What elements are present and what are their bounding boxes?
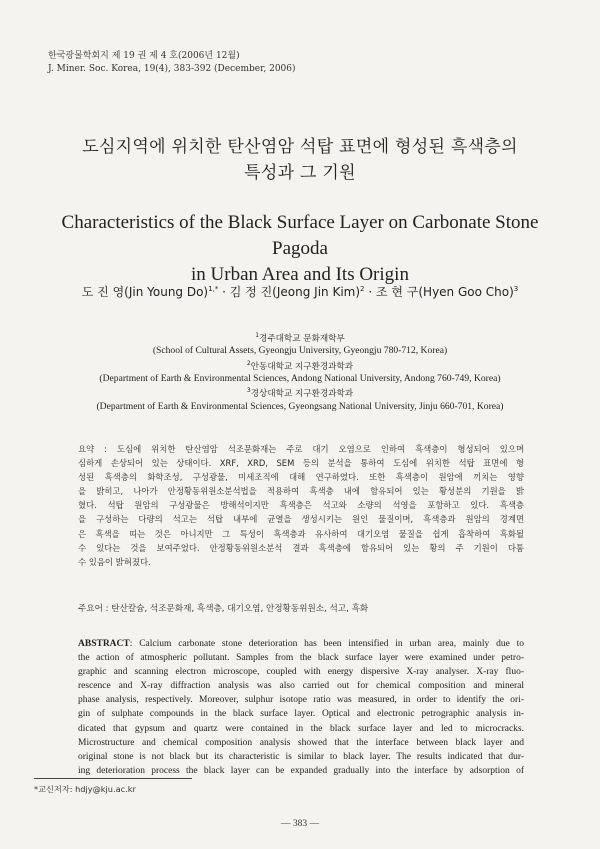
- author-3-mark: 3: [513, 285, 519, 293]
- korean-title-line-2: 특성과 그 기원: [244, 163, 356, 183]
- footnote-divider: [34, 778, 192, 779]
- affiliation-2-korean-text: 안동대학교 지구환경과학과: [250, 361, 354, 372]
- corresponding-author-footnote: *교신저자: hdjy@kju.ac.kr: [34, 784, 136, 794]
- affiliation-1-english: (School of Cultural Assets, Gyeongju University, Gyeongju 780-712, Korea): [152, 345, 448, 357]
- english-abstract-line: the action of atmospheric pollutant. Samples from the black surface layer were examined under petro-: [78, 653, 524, 664]
- abstract-label: ABSTRACT: [78, 639, 130, 649]
- korean-abstract-line: 을 구성하는 다량의 석고는 석탑 내부에 균열을 생성시키는 원인 물질이며, 흑색층과 원암의 경계면: [78, 514, 524, 525]
- korean-abstract-line: 을 밝히고, 나아가 안정황동위원소분석법을 적용하여 흑색층 내에 함유되어 있는 황성분의 기원을 밝: [78, 486, 524, 497]
- english-abstract-line: original stone is not black but its characteristic is similar to black layer. The results indicated that dur-: [78, 751, 524, 762]
- english-abstract: [78, 637, 524, 778]
- affiliations: [30, 330, 570, 413]
- english-abstract-line: gin of sulphate compounds in the black surface layer. Optical and electronic petrographic analysis in-: [78, 709, 524, 720]
- journal-line-english: J. Miner. Soc. Korea, 19(4), 383-392 (December, 2006): [48, 64, 296, 74]
- korean-title: [40, 134, 560, 186]
- korean-abstract-line: 심하게 손상되어 있는 상태이다. XRF, XRD, SEM 등의 분석을 통하여 도심에 위치한 석탑 표면에 형: [78, 458, 524, 469]
- affiliation-3-korean-text: 경상대학교 지구환경과학과: [250, 389, 354, 400]
- korean-abstract-line: 혔다. 석탑 원암의 구성광물은 방해석이지만 흑색층은 석고와 소량의 석영을 포함하고 있다. 흑색층: [78, 500, 524, 511]
- korean-title-line-1: 도심지역에 위치한 탄산염암 석탑 표면에 형성된 흑색층의: [82, 137, 518, 157]
- author-1-mark: 1,*: [208, 285, 219, 293]
- korean-abstract: [78, 442, 524, 569]
- english-title-line-1: Characteristics of the Black Surface Layer on Carbonate Stone Pagoda: [61, 212, 539, 259]
- affiliation-2-english: (Department of Earth & Environmental Sciences, Andong National University, Andong 760-749, Korea): [99, 372, 501, 384]
- affiliation-3-korean: [30, 385, 570, 400]
- english-title: [40, 210, 560, 288]
- korean-abstract-line: 수 있음이 밝혀졌다.: [78, 556, 151, 567]
- affiliation-3-english: (Department of Earth & Environmental Sciences, Gyeongsang National University, Jinju 660-701, Korea): [96, 400, 504, 412]
- author-separator: ·: [218, 285, 230, 299]
- affiliation-3-mark: 3: [246, 387, 251, 395]
- author-list: [40, 281, 560, 300]
- english-title-line-2: in Urban Area and Its Origin: [191, 264, 409, 285]
- affiliation-1-korean-text: 경주대학교 문화재학부: [259, 333, 345, 344]
- affiliation-2-mark: 2: [246, 359, 251, 367]
- affiliation-1-korean: [30, 330, 570, 345]
- author-2-mark: 2: [360, 285, 365, 293]
- author-3: 조 현 구(Hyen Goo Cho): [375, 285, 514, 299]
- page-number: — 383 —: [281, 819, 319, 829]
- english-abstract-line: rescence and X-ray diffraction analysis was also carried out for chemical composition and mineral: [78, 681, 524, 692]
- author-separator: ·: [364, 285, 376, 299]
- affiliation-2-korean: [30, 358, 570, 373]
- affiliation-1-mark: 1: [255, 332, 260, 339]
- author-1: 도 진 영(Jin Young Do): [81, 285, 209, 299]
- author-2: 김 정 진(Jeong Jin Kim): [229, 285, 361, 299]
- korean-abstract-line: 요약 : 도심에 위치한 탄산염암 석조문화재는 주로 대기 오염으로 인하여 흑색층이 형성되어 있으며: [78, 444, 524, 454]
- journal-line-korean: 한국광물학회지 제 19 권 제 4 호(2006년 12월): [48, 51, 240, 61]
- english-abstract-line-text: : Calcium carbonate stone deterioration has been intensified in urban area, mainly due to: [129, 639, 524, 649]
- english-abstract-line: phase analysis, respectively. Moreover, sulphur isotope ratio was measured, in order to identify the ori-: [78, 695, 524, 706]
- korean-keywords: 주요어 : 탄산칼슘, 석조문화재, 흑색층, 대기오염, 안정황동위원소, 석고, 흑화: [78, 604, 369, 614]
- english-abstract-line: dicated that gypsum and quartz were contained in the black surface layer and led to microcracks.: [78, 723, 524, 734]
- journal-header: [48, 50, 296, 76]
- korean-abstract-line: 수 있다는 것을 보여주었다. 안정황동위원소분석 결과 흑색층에 함유되어 있는 황의 주 기원이 다툼: [78, 542, 524, 553]
- korean-abstract-line: 은 흑색을 띠는 것은 아니지만 그 특성이 흑색층과 유사하여 대기오염 물질을 쉽게 흡착하여 흑화될: [78, 528, 524, 539]
- english-abstract-line: graphic and scanning electron microscope, coupled with energy dispersive X-ray analyser. X-ray fluo-: [78, 667, 524, 678]
- korean-abstract-line: 성된 흑색층의 화학조성, 구성광물, 미세조직에 대해 연구하였다. 또한 흑색층이 원암에 끼치는 영향: [78, 472, 524, 483]
- english-abstract-line: Microstructure and chemical composition analysis showed that the interface between black layer and: [78, 737, 524, 748]
- english-abstract-line: ing deterioration process the black layer can be expanded gradually into the interface by adsorption of: [78, 765, 524, 776]
- english-abstract-line: [78, 637, 524, 651]
